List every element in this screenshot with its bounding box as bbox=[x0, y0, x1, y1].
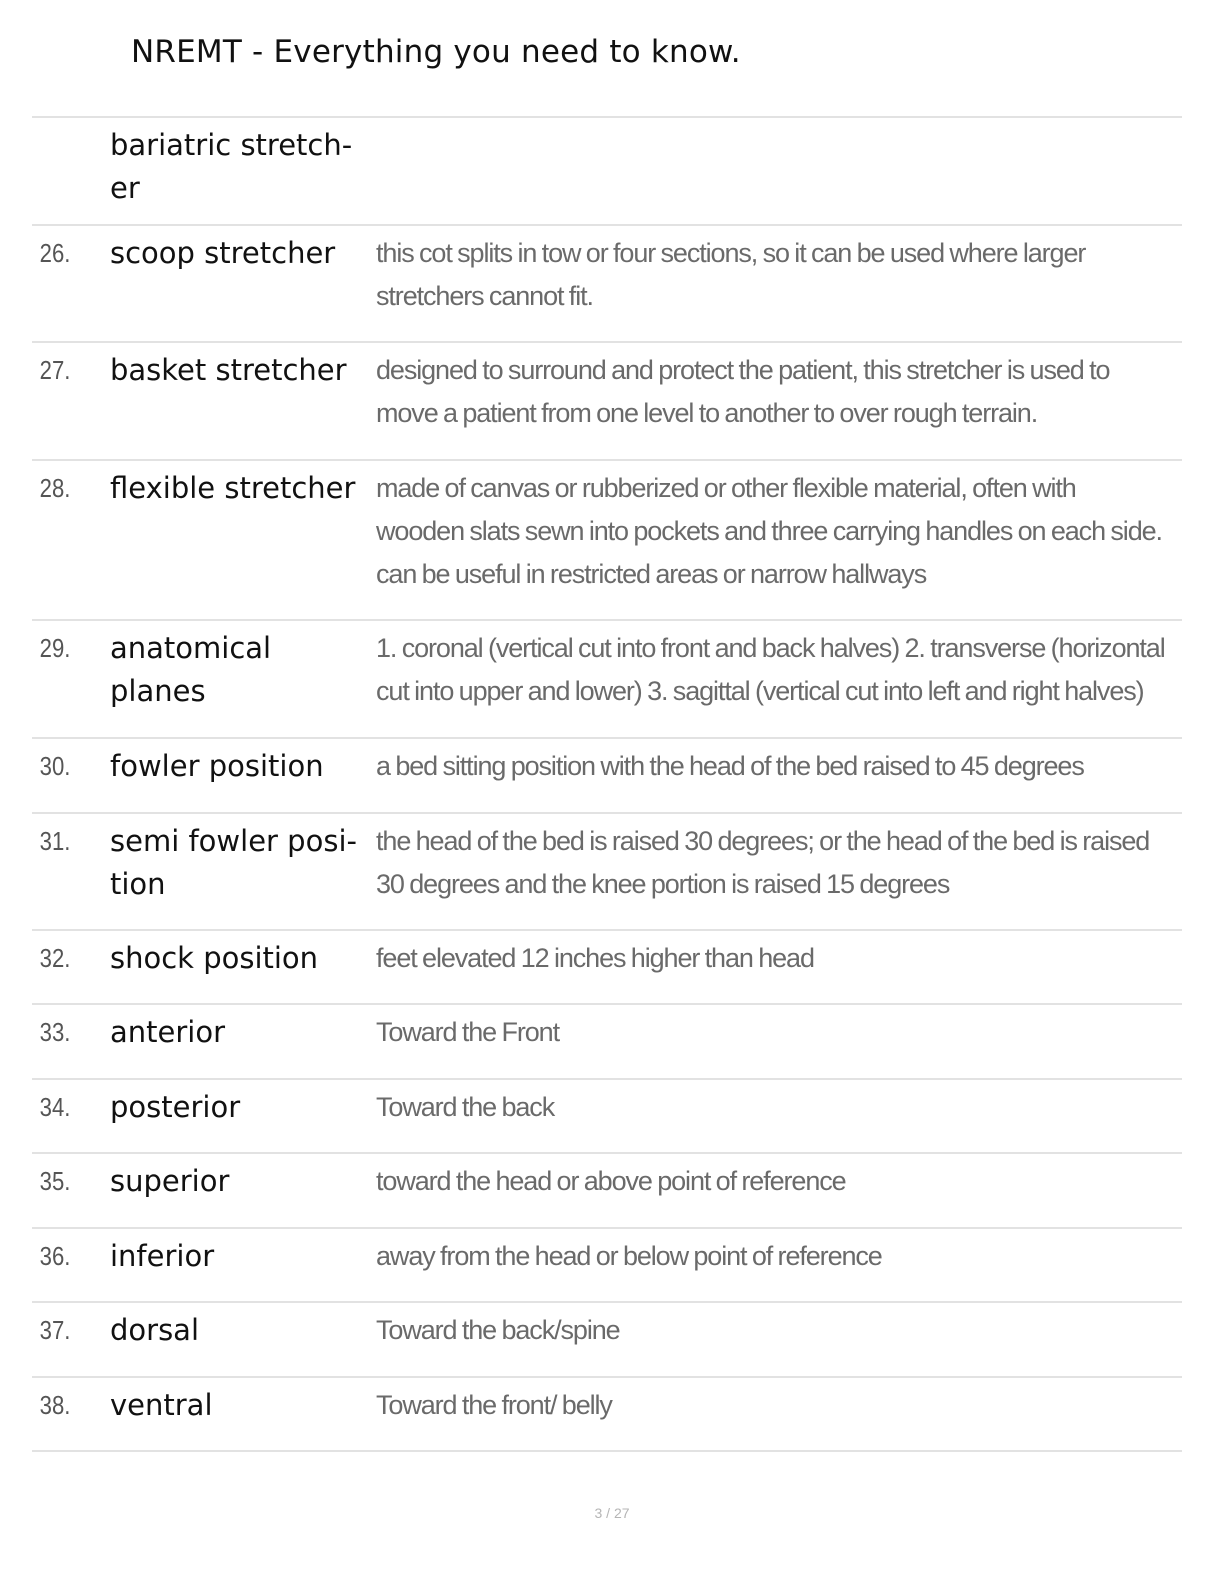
term-line: er bbox=[110, 171, 140, 205]
definition-text: feet elevated 12 inches higher than head bbox=[376, 943, 814, 973]
row-number: 31. bbox=[39, 826, 71, 856]
definition-text: Toward the front/ belly bbox=[376, 1390, 612, 1420]
table-row bbox=[32, 226, 1182, 343]
row-definition bbox=[376, 349, 1182, 459]
term-line: planes bbox=[110, 674, 206, 708]
term-line: tion bbox=[110, 867, 166, 901]
page-title: NREMT - Everything you need to know. bbox=[131, 34, 741, 70]
definition-text: 1. coronal (vertical cut into front and back halves) 2. transverse (horizontal cut into upper and lower) 3. sagittal (vertical cut into left and right halves) bbox=[376, 633, 1165, 706]
row-term bbox=[110, 349, 376, 459]
row-term bbox=[110, 820, 376, 929]
definition-text: Toward the back bbox=[376, 1092, 555, 1122]
definition-text: designed to surround and protect the patient, this stretcher is used to move a patient from one level to another to over rough terrain. bbox=[376, 355, 1110, 428]
definition-text: away from the head or below point of reference bbox=[376, 1241, 882, 1271]
definition-text: made of canvas or rubberized or other flexible material, often with wooden slats sewn into pockets and three carrying handles on each side. can be useful in restricted areas or narrow hallways bbox=[376, 473, 1162, 589]
row-term bbox=[110, 467, 376, 619]
table-row bbox=[32, 1154, 1182, 1229]
term-line: anatomical bbox=[110, 631, 272, 665]
row-definition bbox=[376, 232, 1182, 341]
term-line: semi fowler posi- bbox=[110, 824, 357, 858]
row-number: 26. bbox=[39, 238, 71, 268]
row-term bbox=[110, 124, 376, 224]
table-row bbox=[32, 118, 1182, 226]
row-definition bbox=[376, 937, 1182, 1003]
row-term bbox=[110, 1011, 376, 1078]
row-definition bbox=[376, 1235, 1182, 1301]
term-line: ventral bbox=[110, 1388, 213, 1422]
row-number: 35. bbox=[39, 1166, 71, 1196]
row-number bbox=[32, 124, 98, 224]
row-term bbox=[110, 1160, 376, 1227]
row-term bbox=[110, 627, 376, 737]
row-number: 29. bbox=[39, 633, 71, 663]
row-definition bbox=[376, 1384, 1182, 1450]
definition-text: this cot splits in tow or four sections, so it can be used where larger stretchers cannot fit. bbox=[376, 238, 1086, 311]
row-number: 37. bbox=[39, 1315, 71, 1345]
row-number: 28. bbox=[39, 473, 71, 503]
row-term bbox=[110, 232, 376, 341]
term-line: bariatric stretch- bbox=[110, 128, 353, 162]
row-definition bbox=[376, 627, 1182, 737]
term-line: anterior bbox=[110, 1015, 226, 1049]
definition-text: toward the head or above point of reference bbox=[376, 1166, 846, 1196]
table-row bbox=[32, 1005, 1182, 1080]
row-definition bbox=[376, 1011, 1182, 1078]
row-number: 30. bbox=[39, 751, 71, 781]
term-line: dorsal bbox=[110, 1313, 200, 1347]
table-row bbox=[32, 343, 1182, 461]
term-line: flexible stretcher bbox=[110, 471, 356, 505]
definition-text: Toward the back/spine bbox=[376, 1315, 620, 1345]
page-number: 3 / 27 bbox=[594, 1505, 630, 1521]
definition-text: Toward the Front bbox=[376, 1017, 559, 1047]
row-definition bbox=[376, 745, 1182, 812]
row-number: 32. bbox=[39, 943, 71, 973]
table-row bbox=[32, 1229, 1182, 1303]
row-number: 36. bbox=[39, 1241, 71, 1271]
row-term bbox=[110, 1309, 376, 1376]
row-term bbox=[110, 745, 376, 812]
row-term bbox=[110, 1235, 376, 1301]
row-term bbox=[110, 1086, 376, 1152]
row-definition bbox=[376, 1309, 1182, 1376]
row-number: 34. bbox=[39, 1092, 71, 1122]
term-line: basket stretcher bbox=[110, 353, 347, 387]
table-row bbox=[32, 739, 1182, 814]
table-row bbox=[32, 461, 1182, 621]
definition-text: a bed sitting position with the head of the bed raised to 45 degrees bbox=[376, 751, 1084, 781]
table-row bbox=[32, 931, 1182, 1005]
table-row bbox=[32, 814, 1182, 931]
table-row bbox=[32, 1378, 1182, 1452]
term-line: fowler position bbox=[110, 749, 324, 783]
row-definition bbox=[376, 820, 1182, 929]
row-definition bbox=[376, 124, 1182, 224]
term-line: scoop stretcher bbox=[110, 236, 336, 270]
table-row bbox=[32, 1303, 1182, 1378]
term-line: inferior bbox=[110, 1239, 215, 1273]
row-term bbox=[110, 1384, 376, 1450]
row-number: 33. bbox=[39, 1017, 71, 1047]
term-line: posterior bbox=[110, 1090, 241, 1124]
row-definition bbox=[376, 1160, 1182, 1227]
row-number: 27. bbox=[39, 355, 71, 385]
flashcard-table bbox=[32, 116, 1182, 1452]
row-term bbox=[110, 937, 376, 1003]
table-row bbox=[32, 1080, 1182, 1154]
row-definition bbox=[376, 467, 1182, 619]
definition-text: the head of the bed is raised 30 degrees; or the head of the bed is raised 30 degrees and the knee portion is raised 15 degrees bbox=[376, 826, 1150, 899]
row-definition bbox=[376, 1086, 1182, 1152]
table-row bbox=[32, 621, 1182, 739]
term-line: superior bbox=[110, 1164, 230, 1198]
row-number: 38. bbox=[39, 1390, 71, 1420]
term-line: shock position bbox=[110, 941, 319, 975]
